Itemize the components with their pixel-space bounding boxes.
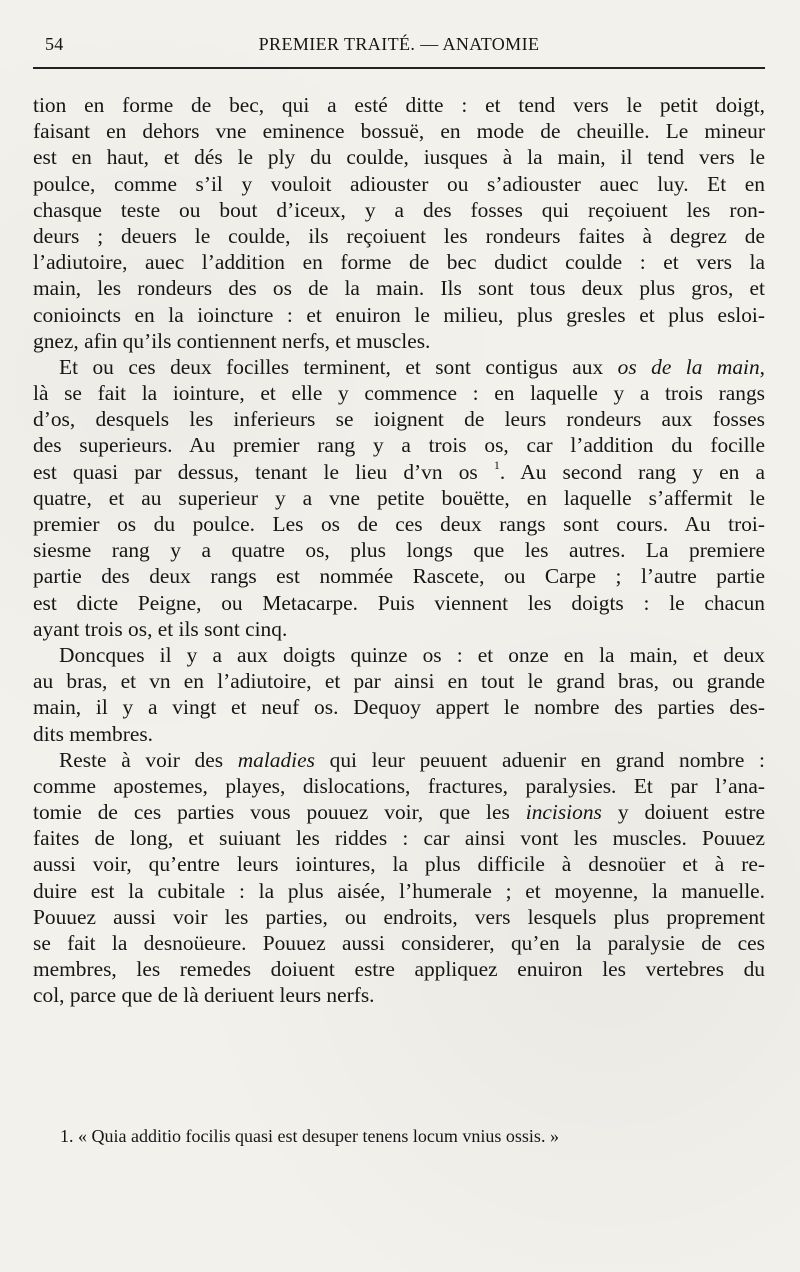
footnote: 1. « Quia additio focilis quasi est desuper tenens locum vnius ossis. »	[60, 1126, 559, 1146]
text-line: est en haut, et dés le ply du coulde, iusques à la main, il tend vers le	[33, 145, 765, 170]
text-line: poulce, comme s’il y vouloit adiouster ou s’adiouster auec luy. Et en	[33, 171, 765, 196]
text-line: d’os, desquels les inferieurs se ioignent de leurs rondeurs aux fosses	[33, 407, 765, 432]
page-number: 54	[45, 34, 64, 54]
running-head	[33, 30, 765, 62]
text-line: là se fait la iointure, et elle y commence : en laquelle y a trois rangs	[33, 381, 765, 406]
text-line: comme apostemes, playes, dislocations, fractures, paralysies. Et par l’ana-	[33, 773, 765, 798]
text-line	[33, 459, 765, 485]
text-line: deurs ; deuers le coulde, ils reçoiuent les rondeurs faites à degrez de	[33, 223, 765, 248]
text-line	[33, 747, 765, 773]
text-segment: ,	[759, 354, 765, 379]
text-line: duire est la cubitale : la plus aisée, l’humerale ; et moyenne, la manuelle.	[33, 878, 765, 903]
footnote-reference: 1	[493, 458, 500, 472]
text-line: main, les rondeurs des os de la main. Ils sont tous deux plus gros, et	[33, 276, 765, 301]
text-line: se fait la desnoüeure. Pouuez aussi considerer, qu’en la paralysie de ces	[33, 931, 765, 955]
text-line: est dicte Peigne, ou Metacarpe. Puis viennent les doigts : le chacun	[33, 590, 765, 615]
text-line: faites de long, et suiuant les riddes : car ainsi vont les muscles. Pouuez	[33, 826, 765, 851]
text-line	[33, 799, 765, 825]
text-line: faisant en dehors vne eminence bossuë, en mode de cheuille. Le mineur	[33, 119, 765, 144]
text-line: quatre, et au superieur y a vne petite bouëtte, en laquelle s’affermit le	[33, 485, 765, 510]
text-line: au bras, et vn en l’adiutoire, et par ainsi en tout le grand bras, ou grande	[33, 669, 765, 694]
text-segment: tomie de ces parties vous pouuez voir, que les	[33, 800, 526, 825]
italic-text: incisions	[525, 800, 602, 825]
text-line: Doncques il y a aux doigts quinze os : et onze en la main, et deux	[59, 642, 765, 667]
italic-text: maladies	[237, 747, 315, 772]
text-line: ayant trois os, et ils sont cinq.	[33, 616, 288, 641]
text-segment: est quasi par dessus, tenant le lieu d’vn os	[33, 459, 494, 484]
text-line: siesme rang y a quatre os, plus longs que les autres. La premiere	[33, 538, 765, 563]
text-line: partie des deux rangs est nommée Rascete, ou Carpe ; l’autre partie	[33, 564, 765, 589]
text-segment: Reste à voir des	[59, 747, 238, 772]
text-line: membres, les remedes doiuent estre appliquez enuiron les vertebres du	[33, 957, 765, 982]
italic-text: os de la main	[617, 354, 760, 379]
main-text	[33, 92, 765, 1009]
text-line: des superieurs. Au premier rang y a trois os, car l’addition du focille	[33, 433, 765, 458]
text-line: chasque teste ou bout d’iceux, y a des fosses qui reçoiuent les ron-	[33, 197, 765, 222]
text-line: aussi voir, qu’entre leurs iointures, la plus difficile à desnoüer et à re-	[33, 852, 765, 877]
text-segment: Et ou ces deux focilles terminent, et sont contigus aux	[59, 354, 618, 379]
text-line: dits membres.	[33, 721, 154, 746]
header-rule	[33, 67, 765, 69]
text-line	[33, 354, 765, 380]
text-line: Pouuez aussi voir les parties, ou endroits, vers lesquels plus proprement	[33, 904, 765, 929]
text-line: conioincts en la ioincture : et enuiron le milieu, plus gresles et plus esloi-	[33, 302, 765, 327]
text-segment: y doiuent estre	[601, 800, 765, 825]
text-line: main, il y a vingt et neuf os. Dequoy appert le nombre des parties des-	[33, 695, 765, 720]
text-line: col, parce que de là deriuent leurs nerfs.	[33, 983, 375, 1008]
text-line: gnez, afin qu’ils contiennent nerfs, et muscles.	[33, 328, 431, 353]
text-line: l’adiutoire, auec l’addition en forme de bec dudict coulde : et vers la	[33, 250, 765, 275]
text-line: tion en forme de bec, qui a esté ditte : et tend vers le petit doigt,	[33, 93, 765, 117]
running-head-title: PREMIER TRAITÉ. — ANATOMIE	[258, 34, 540, 54]
text-line: premier os du poulce. Les os de ces deux rangs sont cours. Au troi-	[33, 512, 765, 536]
text-segment: qui leur peuuent aduenir en grand nombre :	[314, 747, 765, 772]
text-segment: . Au second rang y en a	[499, 459, 765, 484]
